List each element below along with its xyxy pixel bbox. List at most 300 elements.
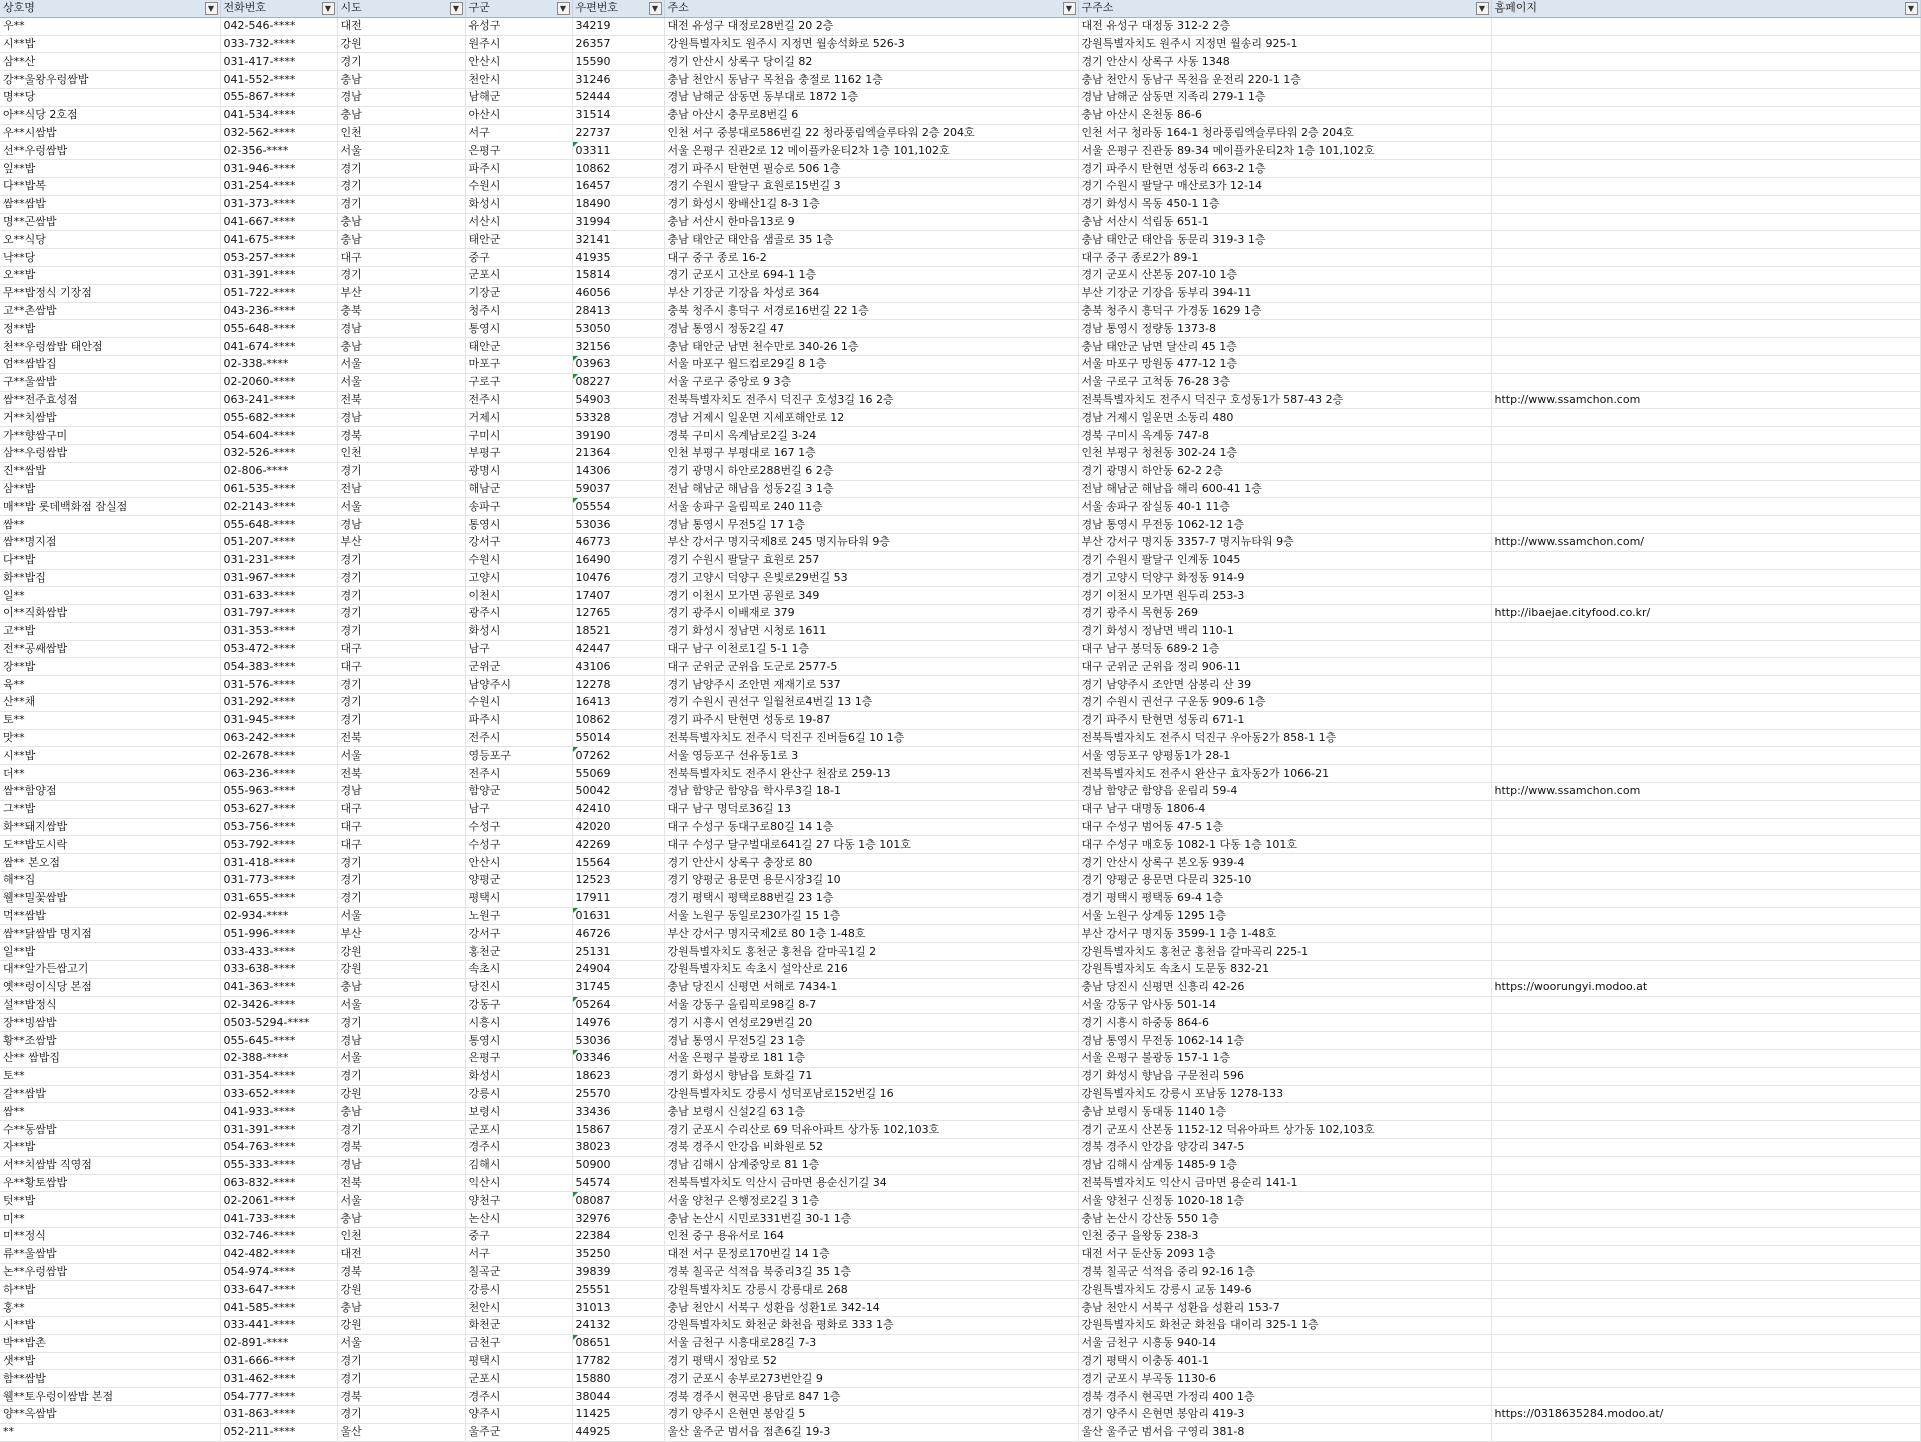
cell-province[interactable]: 경남 — [337, 320, 465, 338]
cell-phone[interactable]: 02-2143-**** — [220, 498, 337, 516]
cell-province[interactable]: 서울 — [337, 142, 465, 160]
column-header[interactable] — [1491, 0, 1920, 17]
cell-zipcode[interactable]: 38023 — [572, 1139, 664, 1157]
cell-zipcode[interactable]: 31013 — [572, 1299, 664, 1317]
column-header[interactable] — [0, 0, 220, 17]
cell-homepage[interactable] — [1491, 35, 1920, 53]
cell-homepage[interactable] — [1491, 1388, 1920, 1406]
cell-zipcode[interactable]: 55014 — [572, 729, 664, 747]
cell-zipcode[interactable]: 12278 — [572, 676, 664, 694]
cell-province[interactable]: 전북 — [337, 729, 465, 747]
cell-district[interactable]: 노원구 — [465, 907, 572, 925]
cell-phone[interactable]: 041-534-**** — [220, 106, 337, 124]
cell-address[interactable]: 부산 강서구 명지국제2로 80 1층 1-48호 — [664, 925, 1078, 943]
cell-address[interactable]: 서울 강동구 올림픽로98길 8-7 — [664, 996, 1078, 1014]
cell-old-address[interactable]: 경기 광주시 목현동 269 — [1078, 605, 1491, 623]
cell-phone[interactable]: 033-732-**** — [220, 35, 337, 53]
cell-homepage[interactable] — [1491, 444, 1920, 462]
cell-phone[interactable]: 033-652-**** — [220, 1085, 337, 1103]
cell-province[interactable]: 경기 — [337, 676, 465, 694]
cell-old-address[interactable]: 경남 통영시 정량동 1373-8 — [1078, 320, 1491, 338]
cell-province[interactable]: 경기 — [337, 1405, 465, 1423]
cell-zipcode[interactable]: 16413 — [572, 694, 664, 712]
cell-name[interactable]: 옛**렁이식당 본점 — [0, 978, 220, 996]
cell-zipcode[interactable]: 46726 — [572, 925, 664, 943]
cell-old-address[interactable]: 경기 수원시 팔달구 매산로3가 12-14 — [1078, 177, 1491, 195]
filter-dropdown-icon[interactable]: ▼ — [649, 2, 662, 15]
cell-district[interactable]: 당진시 — [465, 978, 572, 996]
cell-district[interactable]: 중구 — [465, 249, 572, 267]
cell-zipcode[interactable]: 03346 — [572, 1050, 664, 1068]
cell-zipcode[interactable]: 15880 — [572, 1370, 664, 1388]
column-header[interactable] — [664, 0, 1078, 17]
cell-old-address[interactable]: 서울 마포구 망원동 477-12 1층 — [1078, 355, 1491, 373]
cell-phone[interactable]: 031-462-**** — [220, 1370, 337, 1388]
cell-homepage[interactable] — [1491, 71, 1920, 89]
cell-name[interactable]: 맛** — [0, 729, 220, 747]
cell-homepage[interactable] — [1491, 907, 1920, 925]
cell-district[interactable]: 강서구 — [465, 925, 572, 943]
cell-zipcode[interactable]: 14976 — [572, 1014, 664, 1032]
cell-province[interactable]: 대구 — [337, 836, 465, 854]
cell-phone[interactable]: 0503-5294-**** — [220, 1014, 337, 1032]
cell-name[interactable]: 가**향쌈구미 — [0, 427, 220, 445]
cell-zipcode[interactable]: 16490 — [572, 551, 664, 569]
cell-zipcode[interactable]: 03311 — [572, 142, 664, 160]
cell-old-address[interactable]: 강원특별자치도 강릉시 포남동 1278-133 — [1078, 1085, 1491, 1103]
cell-district[interactable]: 강동구 — [465, 996, 572, 1014]
cell-homepage[interactable] — [1491, 338, 1920, 356]
cell-province[interactable]: 부산 — [337, 533, 465, 551]
cell-homepage[interactable] — [1491, 640, 1920, 658]
cell-old-address[interactable]: 경기 안산시 상록구 본오동 939-4 — [1078, 854, 1491, 872]
cell-zipcode[interactable]: 53050 — [572, 320, 664, 338]
cell-zipcode[interactable]: 46056 — [572, 284, 664, 302]
cell-district[interactable]: 서산시 — [465, 213, 572, 231]
cell-address[interactable]: 경기 수원시 팔달구 효원로 257 — [664, 551, 1078, 569]
cell-phone[interactable]: 041-363-**** — [220, 978, 337, 996]
cell-district[interactable]: 구로구 — [465, 373, 572, 391]
cell-phone[interactable]: 031-666-**** — [220, 1352, 337, 1370]
cell-zipcode[interactable]: 43106 — [572, 658, 664, 676]
cell-zipcode[interactable]: 31994 — [572, 213, 664, 231]
cell-province[interactable]: 경북 — [337, 1263, 465, 1281]
cell-homepage[interactable] — [1491, 1050, 1920, 1068]
cell-phone[interactable]: 063-236-**** — [220, 765, 337, 783]
cell-zipcode[interactable]: 05554 — [572, 498, 664, 516]
cell-name[interactable]: 무**밥정식 기장점 — [0, 284, 220, 302]
cell-homepage[interactable] — [1491, 765, 1920, 783]
cell-district[interactable]: 평택시 — [465, 1352, 572, 1370]
cell-province[interactable]: 대전 — [337, 1245, 465, 1263]
cell-phone[interactable]: 041-674-**** — [220, 338, 337, 356]
cell-district[interactable]: 기장군 — [465, 284, 572, 302]
cell-old-address[interactable]: 경기 안산시 상록구 사동 1348 — [1078, 53, 1491, 71]
cell-name[interactable]: 시**밥 — [0, 35, 220, 53]
cell-district[interactable]: 이천시 — [465, 587, 572, 605]
cell-district[interactable]: 김해시 — [465, 1156, 572, 1174]
cell-phone[interactable]: 032-562-**** — [220, 124, 337, 142]
cell-district[interactable]: 은평구 — [465, 142, 572, 160]
cell-homepage[interactable] — [1491, 1103, 1920, 1121]
cell-name[interactable]: 자**밥 — [0, 1139, 220, 1157]
cell-name[interactable]: 화**돼지쌈밥 — [0, 818, 220, 836]
cell-province[interactable]: 경기 — [337, 889, 465, 907]
cell-old-address[interactable]: 경기 평택시 평택동 69-4 1층 — [1078, 889, 1491, 907]
cell-province[interactable]: 경기 — [337, 622, 465, 640]
cell-address[interactable]: 경기 안산시 상록구 충장로 80 — [664, 854, 1078, 872]
cell-phone[interactable]: 031-797-**** — [220, 605, 337, 623]
cell-province[interactable]: 경기 — [337, 195, 465, 213]
cell-phone[interactable]: 041-933-**** — [220, 1103, 337, 1121]
cell-province[interactable]: 경남 — [337, 516, 465, 534]
cell-zipcode[interactable]: 10862 — [572, 711, 664, 729]
cell-province[interactable]: 경기 — [337, 1370, 465, 1388]
cell-district[interactable]: 태안군 — [465, 338, 572, 356]
cell-address[interactable]: 경기 남양주시 조안면 재재기로 537 — [664, 676, 1078, 694]
cell-zipcode[interactable]: 15867 — [572, 1121, 664, 1139]
cell-name[interactable]: 웰**토우렁이쌈밥 본점 — [0, 1388, 220, 1406]
cell-province[interactable]: 충남 — [337, 338, 465, 356]
cell-name[interactable]: 해**집 — [0, 872, 220, 890]
cell-province[interactable]: 충남 — [337, 1103, 465, 1121]
cell-zipcode[interactable]: 33436 — [572, 1103, 664, 1121]
cell-old-address[interactable]: 서울 노원구 상계동 1295 1층 — [1078, 907, 1491, 925]
cell-name[interactable]: 삼**밥 — [0, 480, 220, 498]
cell-homepage[interactable] — [1491, 1281, 1920, 1299]
cell-district[interactable]: 안산시 — [465, 53, 572, 71]
cell-province[interactable]: 강원 — [337, 943, 465, 961]
cell-province[interactable]: 충남 — [337, 71, 465, 89]
cell-old-address[interactable]: 대전 유성구 대정동 312-2 2층 — [1078, 17, 1491, 35]
cell-homepage[interactable] — [1491, 1352, 1920, 1370]
cell-phone[interactable]: 031-418-**** — [220, 854, 337, 872]
cell-district[interactable]: 통영시 — [465, 516, 572, 534]
cell-name[interactable]: 화**밥집 — [0, 569, 220, 587]
cell-zipcode[interactable]: 44925 — [572, 1423, 664, 1441]
cell-homepage[interactable] — [1491, 17, 1920, 35]
cell-phone[interactable]: 054-777-**** — [220, 1388, 337, 1406]
cell-name[interactable]: 웰**밀꽃쌈밥 — [0, 889, 220, 907]
cell-province[interactable]: 경기 — [337, 872, 465, 890]
cell-zipcode[interactable]: 17407 — [572, 587, 664, 605]
cell-homepage[interactable] — [1491, 694, 1920, 712]
cell-name[interactable]: 산** 쌈밥집 — [0, 1050, 220, 1068]
cell-homepage[interactable]: http://www.ssamchon.com — [1491, 783, 1920, 801]
cell-homepage[interactable]: http://www.ssamchon.com — [1491, 391, 1920, 409]
cell-province[interactable]: 충남 — [337, 978, 465, 996]
cell-homepage[interactable] — [1491, 569, 1920, 587]
cell-address[interactable]: 경남 통영시 정동2길 47 — [664, 320, 1078, 338]
cell-homepage[interactable] — [1491, 1174, 1920, 1192]
cell-name[interactable]: 황**조쌈밥 — [0, 1032, 220, 1050]
cell-address[interactable]: 인천 중구 용유서로 164 — [664, 1227, 1078, 1245]
cell-phone[interactable]: 051-722-**** — [220, 284, 337, 302]
cell-homepage[interactable] — [1491, 142, 1920, 160]
cell-phone[interactable]: 02-388-**** — [220, 1050, 337, 1068]
cell-province[interactable]: 강원 — [337, 35, 465, 53]
cell-address[interactable]: 경기 파주시 탄현면 필승로 506 1층 — [664, 160, 1078, 178]
cell-phone[interactable]: 031-863-**** — [220, 1405, 337, 1423]
cell-district[interactable]: 시흥시 — [465, 1014, 572, 1032]
cell-address[interactable]: 전북특별자치도 익산시 금마면 용순신기길 34 — [664, 1174, 1078, 1192]
cell-district[interactable]: 수원시 — [465, 551, 572, 569]
cell-address[interactable]: 충남 태안군 태안읍 샘골로 35 1층 — [664, 231, 1078, 249]
cell-name[interactable]: 낙**당 — [0, 249, 220, 267]
cell-phone[interactable]: 042-546-**** — [220, 17, 337, 35]
cell-district[interactable]: 수성구 — [465, 818, 572, 836]
cell-province[interactable]: 경남 — [337, 1032, 465, 1050]
cell-phone[interactable]: 031-292-**** — [220, 694, 337, 712]
cell-district[interactable]: 화성시 — [465, 195, 572, 213]
cell-zipcode[interactable]: 12765 — [572, 605, 664, 623]
cell-homepage[interactable] — [1491, 213, 1920, 231]
cell-phone[interactable]: 02-934-**** — [220, 907, 337, 925]
cell-phone[interactable]: 041-667-**** — [220, 213, 337, 231]
cell-name[interactable]: 정**밥 — [0, 320, 220, 338]
cell-address[interactable]: 충남 천안시 서북구 성환읍 성환1로 342-14 — [664, 1299, 1078, 1317]
cell-homepage[interactable] — [1491, 409, 1920, 427]
cell-district[interactable]: 부평구 — [465, 444, 572, 462]
cell-name[interactable]: 토** — [0, 711, 220, 729]
cell-address[interactable]: 대구 남구 이천로1길 5-1 1층 — [664, 640, 1078, 658]
cell-district[interactable]: 수성구 — [465, 836, 572, 854]
cell-district[interactable]: 익산시 — [465, 1174, 572, 1192]
cell-phone[interactable]: 02-338-**** — [220, 355, 337, 373]
cell-name[interactable]: 샛**밥 — [0, 1352, 220, 1370]
cell-district[interactable]: 화성시 — [465, 622, 572, 640]
cell-homepage[interactable] — [1491, 889, 1920, 907]
cell-name[interactable]: 쌈** — [0, 516, 220, 534]
cell-province[interactable]: 경남 — [337, 783, 465, 801]
cell-old-address[interactable]: 경기 평택시 이충동 401-1 — [1078, 1352, 1491, 1370]
cell-phone[interactable]: 055-867-**** — [220, 88, 337, 106]
cell-name[interactable]: 논**우렁쌈밥 — [0, 1263, 220, 1281]
cell-name[interactable]: 쌈**전주효성점 — [0, 391, 220, 409]
cell-old-address[interactable]: 충남 태안군 태안읍 동문리 319-3 1층 — [1078, 231, 1491, 249]
cell-name[interactable]: 우** — [0, 17, 220, 35]
cell-zipcode[interactable]: 32156 — [572, 338, 664, 356]
cell-homepage[interactable] — [1491, 1263, 1920, 1281]
cell-address[interactable]: 경기 시흥시 연성로29번길 20 — [664, 1014, 1078, 1032]
cell-address[interactable]: 강원특별자치도 화천군 화천읍 평화로 333 1층 — [664, 1316, 1078, 1334]
cell-address[interactable]: 경기 화성시 정남면 시청로 1611 — [664, 622, 1078, 640]
cell-province[interactable]: 전북 — [337, 391, 465, 409]
cell-name[interactable]: 함**쌈밥 — [0, 1370, 220, 1388]
cell-name[interactable]: 명**곤쌈밥 — [0, 213, 220, 231]
cell-name[interactable]: 진**쌈밥 — [0, 462, 220, 480]
cell-homepage[interactable] — [1491, 1423, 1920, 1441]
cell-district[interactable]: 양천구 — [465, 1192, 572, 1210]
cell-homepage[interactable] — [1491, 961, 1920, 979]
cell-zipcode[interactable]: 12523 — [572, 872, 664, 890]
cell-old-address[interactable]: 대구 수성구 범어동 47-5 1층 — [1078, 818, 1491, 836]
cell-old-address[interactable]: 대구 남구 대명동 1806-4 — [1078, 800, 1491, 818]
cell-phone[interactable]: 031-773-**** — [220, 872, 337, 890]
cell-zipcode[interactable]: 11425 — [572, 1405, 664, 1423]
cell-zipcode[interactable]: 42447 — [572, 640, 664, 658]
cell-province[interactable]: 경남 — [337, 1156, 465, 1174]
cell-province[interactable]: 경기 — [337, 1014, 465, 1032]
cell-phone[interactable]: 063-832-**** — [220, 1174, 337, 1192]
cell-name[interactable]: 잎**밥 — [0, 160, 220, 178]
cell-address[interactable]: 충남 아산시 충무로8번길 6 — [664, 106, 1078, 124]
cell-zipcode[interactable]: 08651 — [572, 1334, 664, 1352]
cell-zipcode[interactable]: 24904 — [572, 961, 664, 979]
cell-province[interactable]: 울산 — [337, 1423, 465, 1441]
cell-old-address[interactable]: 전남 해남군 해남읍 해리 600-41 1층 — [1078, 480, 1491, 498]
cell-old-address[interactable]: 전북특별자치도 전주시 덕진구 우아동2가 858-1 1층 — [1078, 729, 1491, 747]
cell-old-address[interactable]: 충남 논산시 강산동 550 1층 — [1078, 1210, 1491, 1228]
cell-homepage[interactable] — [1491, 480, 1920, 498]
cell-district[interactable]: 속초시 — [465, 961, 572, 979]
column-header[interactable] — [337, 0, 465, 17]
cell-district[interactable]: 강릉시 — [465, 1281, 572, 1299]
cell-zipcode[interactable]: 25551 — [572, 1281, 664, 1299]
cell-name[interactable]: 양**옥쌈밥 — [0, 1405, 220, 1423]
cell-zipcode[interactable]: 52444 — [572, 88, 664, 106]
cell-province[interactable]: 강원 — [337, 1281, 465, 1299]
cell-province[interactable]: 전남 — [337, 480, 465, 498]
cell-old-address[interactable]: 강원특별자치도 속초시 도문동 832-21 — [1078, 961, 1491, 979]
cell-name[interactable]: 전**공쌔쌈밥 — [0, 640, 220, 658]
cell-old-address[interactable]: 경기 파주시 탄현면 성동리 663-2 1층 — [1078, 160, 1491, 178]
cell-homepage[interactable] — [1491, 266, 1920, 284]
cell-address[interactable]: 충남 천안시 동남구 목천읍 충절로 1162 1층 — [664, 71, 1078, 89]
cell-zipcode[interactable]: 50042 — [572, 783, 664, 801]
cell-phone[interactable]: 052-211-**** — [220, 1423, 337, 1441]
cell-homepage[interactable] — [1491, 711, 1920, 729]
cell-old-address[interactable]: 경남 함양군 함양읍 운림리 59-4 — [1078, 783, 1491, 801]
cell-name[interactable]: 설**밥정식 — [0, 996, 220, 1014]
cell-homepage[interactable] — [1491, 160, 1920, 178]
cell-district[interactable]: 군포시 — [465, 266, 572, 284]
cell-name[interactable]: 하**밥 — [0, 1281, 220, 1299]
cell-province[interactable]: 강원 — [337, 1316, 465, 1334]
cell-district[interactable]: 아산시 — [465, 106, 572, 124]
cell-zipcode[interactable]: 55069 — [572, 765, 664, 783]
cell-phone[interactable]: 054-974-**** — [220, 1263, 337, 1281]
cell-homepage[interactable] — [1491, 1085, 1920, 1103]
cell-zipcode[interactable]: 16457 — [572, 177, 664, 195]
cell-old-address[interactable]: 전북특별자치도 익산시 금마면 용순리 141-1 — [1078, 1174, 1491, 1192]
cell-phone[interactable]: 051-207-**** — [220, 533, 337, 551]
cell-address[interactable]: 대전 유성구 대정로28번길 20 2층 — [664, 17, 1078, 35]
cell-address[interactable]: 경기 양평군 용문면 용문시장3길 10 — [664, 872, 1078, 890]
cell-address[interactable]: 대구 군위군 군위읍 도군로 2577-5 — [664, 658, 1078, 676]
filter-dropdown-icon[interactable]: ▼ — [1063, 2, 1076, 15]
cell-old-address[interactable]: 서울 양천구 신정동 1020-18 1층 — [1078, 1192, 1491, 1210]
cell-name[interactable]: 도**밥도시락 — [0, 836, 220, 854]
cell-phone[interactable]: 042-482-**** — [220, 1245, 337, 1263]
cell-phone[interactable]: 061-535-**** — [220, 480, 337, 498]
cell-old-address[interactable]: 대구 수성구 매호동 1082-1 다동 1층 101호 — [1078, 836, 1491, 854]
cell-province[interactable]: 경북 — [337, 1139, 465, 1157]
cell-district[interactable]: 태안군 — [465, 231, 572, 249]
cell-province[interactable]: 전북 — [337, 765, 465, 783]
cell-province[interactable]: 충남 — [337, 213, 465, 231]
cell-homepage[interactable] — [1491, 1227, 1920, 1245]
filter-dropdown-icon[interactable]: ▼ — [322, 2, 335, 15]
cell-district[interactable]: 화성시 — [465, 1067, 572, 1085]
cell-old-address[interactable]: 서울 금천구 시흥동 940-14 — [1078, 1334, 1491, 1352]
cell-homepage[interactable] — [1491, 320, 1920, 338]
cell-address[interactable]: 경기 군포시 송부로273번안길 9 — [664, 1370, 1078, 1388]
column-header[interactable] — [1078, 0, 1491, 17]
cell-old-address[interactable]: 경북 경주시 현곡면 가정리 400 1층 — [1078, 1388, 1491, 1406]
cell-zipcode[interactable]: 53328 — [572, 409, 664, 427]
cell-address[interactable]: 대구 수성구 달구벌대로641길 27 다동 1층 101호 — [664, 836, 1078, 854]
cell-address[interactable]: 경북 경주시 안강읍 비화원로 52 — [664, 1139, 1078, 1157]
column-header[interactable] — [572, 0, 664, 17]
cell-homepage[interactable] — [1491, 355, 1920, 373]
cell-homepage[interactable] — [1491, 818, 1920, 836]
cell-name[interactable]: 삼**우렁쌈밥 — [0, 444, 220, 462]
cell-province[interactable]: 경기 — [337, 694, 465, 712]
cell-name[interactable]: 미**정식 — [0, 1227, 220, 1245]
cell-address[interactable]: 경기 광명시 하안로288번길 6 2층 — [664, 462, 1078, 480]
cell-name[interactable]: 우**황토쌈밥 — [0, 1174, 220, 1192]
cell-homepage[interactable] — [1491, 1245, 1920, 1263]
cell-homepage[interactable] — [1491, 373, 1920, 391]
cell-phone[interactable]: 02-891-**** — [220, 1334, 337, 1352]
cell-district[interactable]: 화천군 — [465, 1316, 572, 1334]
cell-district[interactable]: 중구 — [465, 1227, 572, 1245]
cell-phone[interactable]: 055-963-**** — [220, 783, 337, 801]
cell-province[interactable]: 대구 — [337, 800, 465, 818]
cell-phone[interactable]: 031-655-**** — [220, 889, 337, 907]
cell-zipcode[interactable]: 15590 — [572, 53, 664, 71]
cell-homepage[interactable] — [1491, 53, 1920, 71]
cell-old-address[interactable]: 경북 구미시 옥계동 747-8 — [1078, 427, 1491, 445]
cell-zipcode[interactable]: 24132 — [572, 1316, 664, 1334]
cell-homepage[interactable] — [1491, 516, 1920, 534]
cell-district[interactable]: 서구 — [465, 124, 572, 142]
cell-zipcode[interactable]: 54903 — [572, 391, 664, 409]
cell-address[interactable]: 경기 군포시 고산로 694-1 1층 — [664, 266, 1078, 284]
cell-province[interactable]: 충남 — [337, 1210, 465, 1228]
cell-province[interactable]: 부산 — [337, 925, 465, 943]
cell-homepage[interactable] — [1491, 1334, 1920, 1352]
cell-district[interactable]: 남해군 — [465, 88, 572, 106]
cell-homepage[interactable] — [1491, 800, 1920, 818]
cell-homepage[interactable] — [1491, 1192, 1920, 1210]
cell-zipcode[interactable]: 17911 — [572, 889, 664, 907]
cell-district[interactable]: 광명시 — [465, 462, 572, 480]
cell-address[interactable]: 대구 중구 종로 16-2 — [664, 249, 1078, 267]
cell-old-address[interactable]: 경기 군포시 산본동 207-10 1층 — [1078, 266, 1491, 284]
cell-district[interactable]: 전주시 — [465, 391, 572, 409]
cell-district[interactable]: 수원시 — [465, 694, 572, 712]
cell-zipcode[interactable]: 25570 — [572, 1085, 664, 1103]
cell-phone[interactable]: 031-633-**** — [220, 587, 337, 605]
cell-address[interactable]: 강원특별자치도 홍천군 홍천읍 갈마곡1길 2 — [664, 943, 1078, 961]
cell-old-address[interactable]: 경기 양주시 은현면 봉암리 419-3 — [1078, 1405, 1491, 1423]
cell-address[interactable]: 경기 군포시 수리산로 69 덕유아파트 상가동 102,103호 — [664, 1121, 1078, 1139]
cell-district[interactable]: 남양주시 — [465, 676, 572, 694]
cell-address[interactable]: 전북특별자치도 전주시 덕진구 진버들6길 10 1층 — [664, 729, 1078, 747]
cell-province[interactable]: 부산 — [337, 284, 465, 302]
cell-zipcode[interactable]: 25131 — [572, 943, 664, 961]
cell-address[interactable]: 경기 안산시 상록구 당이길 82 — [664, 53, 1078, 71]
cell-name[interactable]: 갈**쌈밥 — [0, 1085, 220, 1103]
cell-homepage[interactable] — [1491, 836, 1920, 854]
cell-phone[interactable]: 031-354-**** — [220, 1067, 337, 1085]
cell-phone[interactable]: 031-391-**** — [220, 266, 337, 284]
cell-province[interactable]: 강원 — [337, 1085, 465, 1103]
cell-phone[interactable]: 033-638-**** — [220, 961, 337, 979]
cell-homepage[interactable]: https://0318635284.modoo.at/ — [1491, 1405, 1920, 1423]
